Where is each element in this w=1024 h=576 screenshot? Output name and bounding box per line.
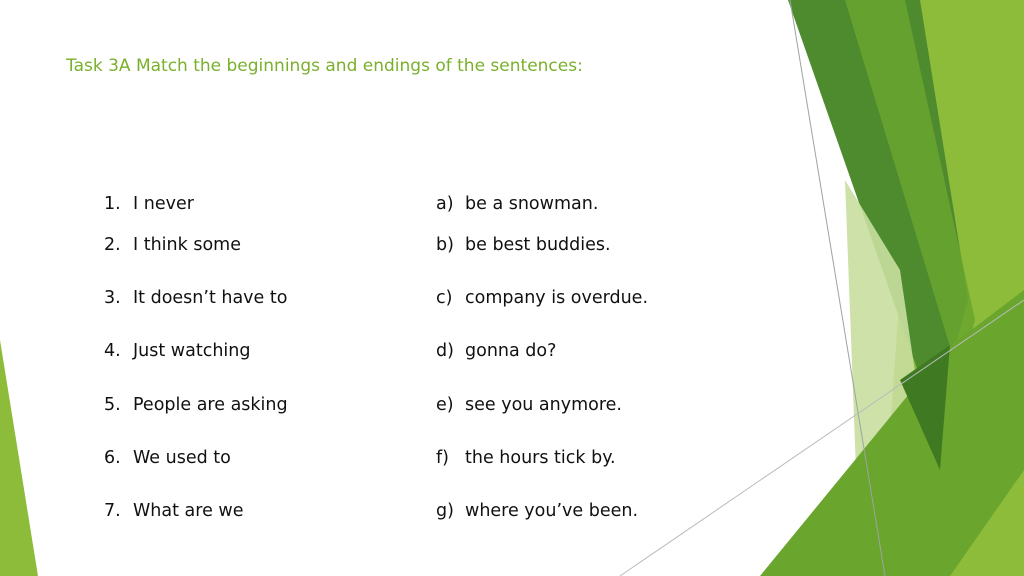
item-text: see you anymore. — [465, 394, 622, 415]
item-text: where you’ve been. — [465, 501, 639, 522]
ending-item — [436, 190, 648, 218]
item-text: the hours tick by. — [465, 447, 616, 468]
item-text: company is overdue. — [465, 287, 649, 308]
ending-item — [436, 431, 648, 484]
beginning-item — [104, 378, 288, 431]
beginning-item — [104, 325, 288, 378]
item-text: What are we — [133, 501, 244, 522]
item-number: 2. — [104, 234, 121, 255]
beginning-item — [104, 431, 288, 484]
item-text: We used to — [133, 447, 231, 468]
ending-item — [436, 484, 648, 537]
item-text: be best buddies. — [465, 234, 611, 255]
item-letter: d) — [436, 341, 454, 362]
item-text: I think some — [133, 234, 241, 255]
item-letter: e) — [436, 394, 454, 415]
item-text: People are asking — [133, 394, 288, 415]
ending-item — [436, 271, 648, 324]
beginning-item — [104, 271, 288, 324]
item-text: It doesn’t have to — [133, 287, 288, 308]
item-letter: f) — [436, 447, 449, 468]
item-letter: b) — [436, 234, 454, 255]
ending-item — [436, 378, 648, 431]
item-text: I never — [133, 194, 194, 214]
item-number: 5. — [104, 394, 121, 415]
item-text: be a snowman. — [465, 194, 599, 214]
left-accent-shape — [0, 340, 38, 576]
item-number: 6. — [104, 447, 121, 468]
item-letter: a) — [436, 194, 454, 214]
item-letter: g) — [436, 501, 454, 522]
item-number: 4. — [104, 341, 121, 362]
endings-list — [436, 190, 648, 538]
beginning-item — [104, 218, 288, 271]
item-text: Just watching — [133, 341, 251, 362]
task-title: Task 3A Match the beginnings and endings of the sentences: — [66, 56, 583, 76]
item-number: 3. — [104, 287, 121, 308]
item-text: gonna do? — [465, 341, 557, 362]
item-number: 7. — [104, 501, 121, 522]
beginning-item — [104, 484, 288, 537]
item-letter: c) — [436, 287, 453, 308]
ending-item — [436, 218, 648, 271]
beginnings-list — [104, 190, 288, 538]
beginning-item — [104, 190, 288, 218]
item-number: 1. — [104, 194, 121, 214]
ending-item — [436, 325, 648, 378]
